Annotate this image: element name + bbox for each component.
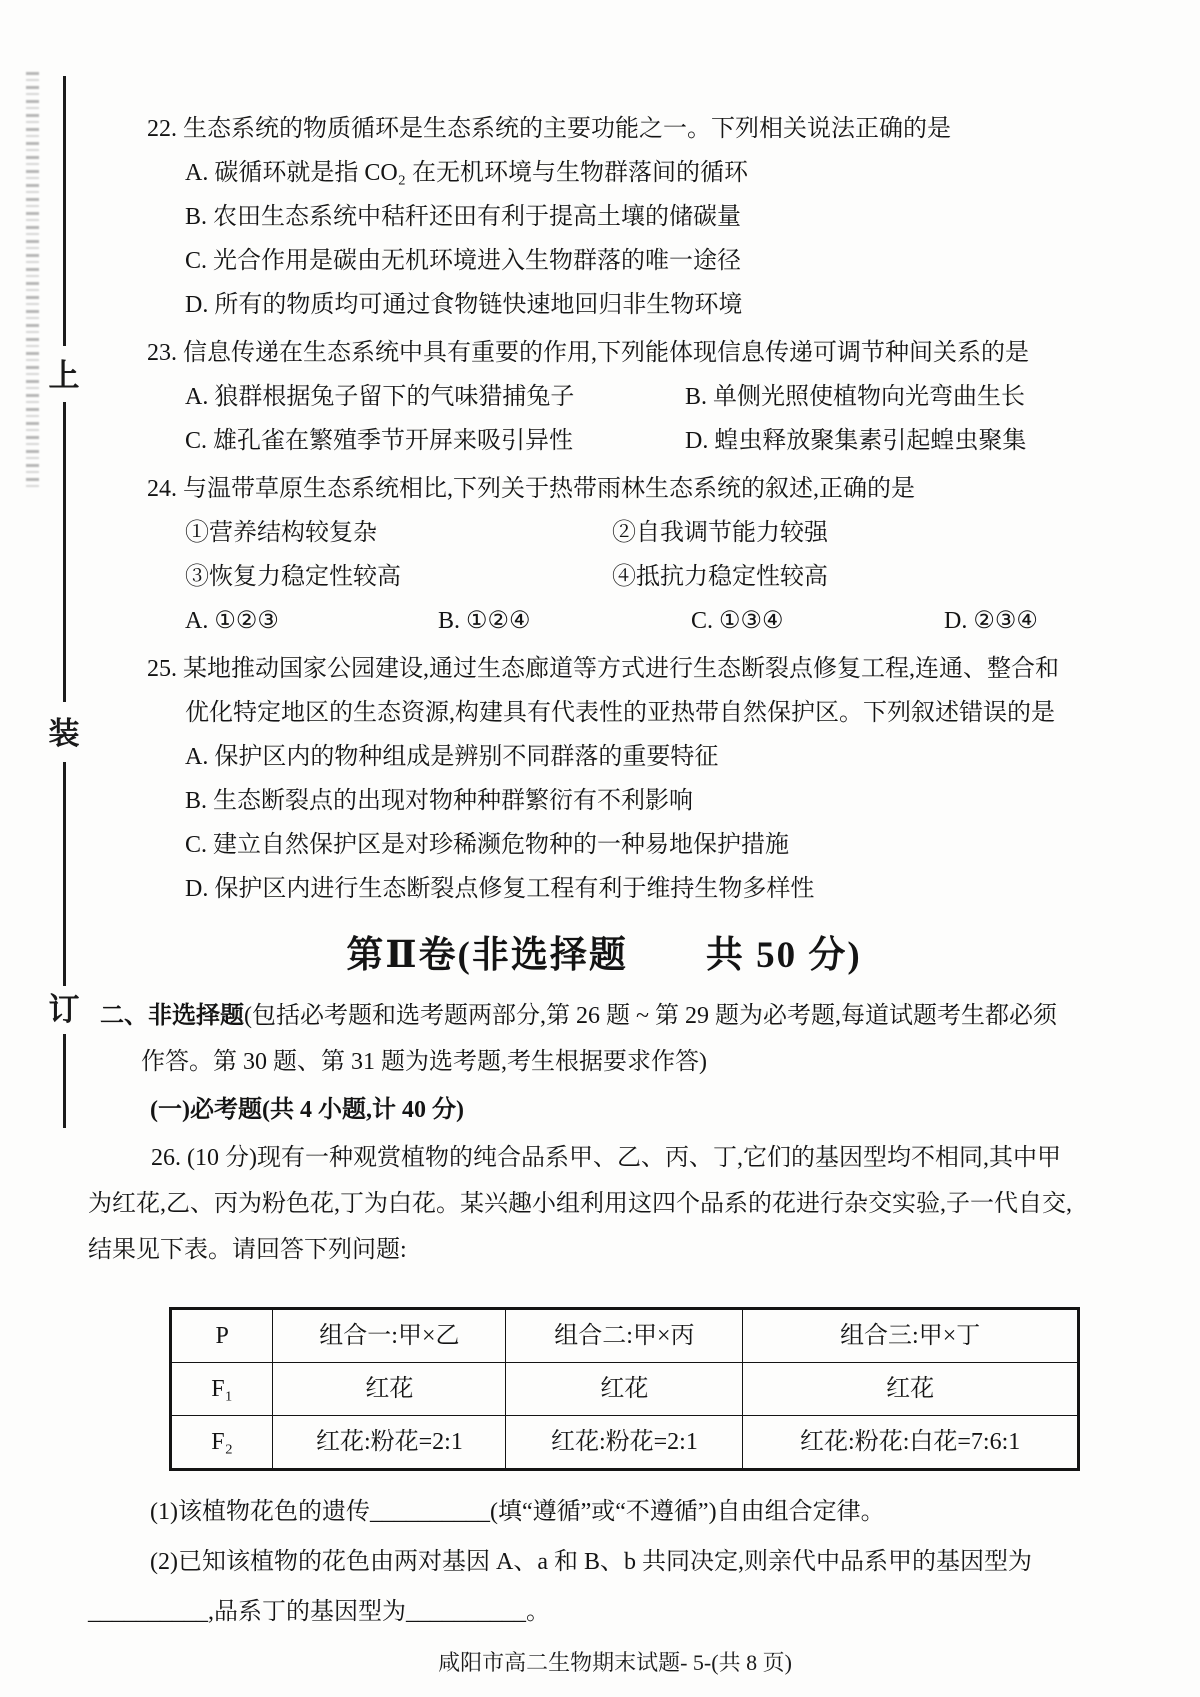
part2-label: 二、非选择题: [100, 1003, 244, 1029]
table-cell: 红花:粉花:白花=7:6:1: [743, 1416, 1079, 1470]
table-cell: 红花:粉花=2:1: [506, 1416, 743, 1470]
option-c: C. 光合作用是碳由无机环境进入生物群落的唯一途径: [185, 248, 742, 274]
question-number: 26.: [151, 1145, 181, 1171]
question-text: (10 分)现有一种观赏植物的纯合品系甲、乙、丙、丁,它们的基因型均不相同,其中甲为红花,乙、丙为粉色花,丁为白花。某兴趣小组利用这四个品系的花进行杂交实验,子一代自交,结果见下表。请回答下列问题:: [88, 1145, 1072, 1263]
question-options: [88, 151, 1080, 327]
binding-line-segment: [63, 76, 66, 346]
option-row: [185, 375, 1080, 419]
question-text: 信息传递在生态系统中具有重要的作用,下列能体现信息传递可调节种间关系的是: [183, 340, 1029, 366]
exam-content: [88, 103, 1080, 1637]
question-items: [88, 511, 1080, 643]
required-questions-heading: (一)必考题(共 4 小题,计 40 分): [150, 1097, 464, 1123]
table-cell: 红花: [743, 1363, 1079, 1416]
item-3: ③恢复力稳定性较高: [185, 564, 401, 590]
table-cell: P: [171, 1309, 273, 1363]
option-d: D. 保护区内进行生态断裂点修复工程有利于维持生物多样性: [185, 876, 815, 902]
option-d: D. ②③④: [944, 608, 1038, 634]
question-text: 某地推动国家公园建设,通过生态廊道等方式进行生态断裂点修复工程,连通、整合和优化特定地区的生态资源,构建具有代表性的亚热带自然保护区。下列叙述错误的是: [183, 656, 1059, 726]
part2-instructions-text: (包括必考题和选考题两部分,第 26 题 ~ 第 29 题为必考题,每道试题考生都必须作答。第 30 题、第 31 题为选考题,考生根据要求作答): [141, 1003, 1057, 1075]
option-b: B. 单侧光照使植物向光弯曲生长: [685, 384, 1026, 410]
question-text: 生态系统的物质循环是生态系统的主要功能之一。下列相关说法正确的是: [183, 116, 951, 142]
question-23: [88, 331, 1080, 463]
option-c: C. 建立自然保护区是对珍稀濒危物种的一种易地保护措施: [185, 832, 790, 858]
option-a: A. 碳循环就是指 CO₂ 在无机环境与生物群落间的循环: [185, 160, 749, 186]
answer-choices-row: [185, 599, 1080, 643]
question-22: [88, 107, 1080, 327]
binding-label-zhuang: 装: [48, 716, 80, 751]
binding-line-segment: [63, 762, 66, 986]
table-cell: 组合二:甲×丙: [506, 1309, 743, 1363]
item-row: [185, 555, 1080, 599]
question-25: [88, 647, 1080, 911]
question-26-intro: [88, 1135, 1080, 1273]
table-cell: 组合一:甲×乙: [273, 1309, 506, 1363]
option-c: C. ①③④: [691, 608, 784, 634]
option-a: A. ①②③: [185, 608, 279, 634]
question-options: [88, 735, 1080, 911]
binding-label-shang: 上: [48, 358, 80, 393]
cross-results-table: [169, 1307, 1080, 1471]
question-stem: [88, 331, 1080, 375]
table-cell: F₁: [171, 1363, 273, 1416]
question-24: [88, 467, 1080, 643]
option-b: B. 生态断裂点的出现对物种种群繁衍有不利影响: [185, 788, 694, 814]
question-26-sub2: (2)已知该植物的花色由两对基因 A、a 和 B、b 共同决定,则亲代中品系甲的基因型为__________,品系丁的基因型为__________。: [88, 1549, 1032, 1625]
question-number: 24.: [147, 476, 177, 502]
binding-label-ding: 订: [48, 992, 80, 1027]
page-footer: 咸阳市高二生物期末试题- 5-(共 8 页): [438, 1650, 792, 1675]
question-number: 23.: [147, 340, 177, 366]
table-cell: 组合三:甲×丁: [743, 1309, 1079, 1363]
option-b: B. ①②④: [438, 608, 531, 634]
option-row: [185, 419, 1080, 463]
binding-line-segment: [63, 1034, 66, 1128]
table-row-p: [171, 1309, 1079, 1363]
option-b: B. 农田生态系统中秸秆还田有利于提高土壤的储碳量: [185, 204, 742, 230]
binding-line-segment: [63, 402, 66, 702]
table-cell: F₂: [171, 1416, 273, 1470]
item-1: ①营养结构较复杂: [185, 520, 377, 546]
question-stem: [88, 467, 1080, 511]
table-cell: 红花: [506, 1363, 743, 1416]
option-c: C. 雄孔雀在繁殖季节开屏来吸引异性: [185, 428, 574, 454]
section-2-title: 第Ⅱ卷(非选择题 共 50 分): [346, 935, 862, 976]
option-a: A. 保护区内的物种组成是辨别不同群落的重要特征: [185, 744, 719, 770]
option-d: D. 所有的物质均可通过食物链快速地回归非生物环境: [185, 292, 743, 318]
question-stem: [88, 107, 1080, 151]
question-number: 22.: [147, 116, 177, 142]
question-number: 25.: [147, 656, 177, 682]
part2-instructions: [88, 993, 1080, 1085]
question-options: [88, 375, 1080, 463]
question-text: 与温带草原生态系统相比,下列关于热带雨林生态系统的叙述,正确的是: [183, 476, 915, 502]
question-stem: [88, 647, 1080, 735]
question-26-sub1: (1)该植物花色的遗传__________(填“遵循”或“不遵循”)自由组合定律。: [150, 1499, 885, 1525]
table-row-f1: [171, 1363, 1079, 1416]
table-cell: 红花:粉花=2:1: [273, 1416, 506, 1470]
item-row: [185, 511, 1080, 555]
table-cell: 红花: [273, 1363, 506, 1416]
item-2: ②自我调节能力较强: [612, 520, 828, 546]
bleed-through-artifact: [26, 72, 39, 490]
option-d: D. 蝗虫释放聚集素引起蝗虫聚集: [685, 428, 1027, 454]
table-row-f2: [171, 1416, 1079, 1470]
item-4: ④抵抗力稳定性较高: [612, 564, 828, 590]
option-a: A. 狼群根据兔子留下的气味猎捕兔子: [185, 384, 575, 410]
